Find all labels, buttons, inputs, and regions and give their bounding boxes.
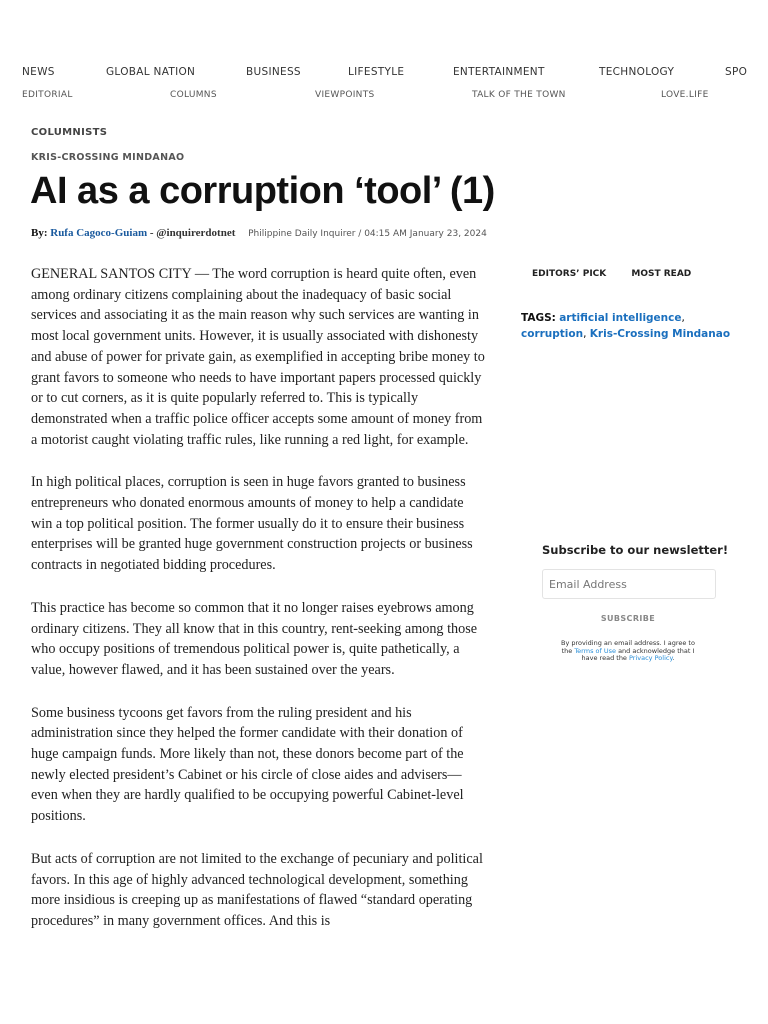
tag-link[interactable]: artificial intelligence [559,312,682,324]
nav-technology[interactable]: TECHNOLOGY [599,66,675,78]
nav-global-nation[interactable]: GLOBAL NATION [106,66,196,78]
tags-list: TAGS: artificial intelligence, corruption, Kris-Crossing Mindanao [521,312,731,340]
byline-separator: - [149,227,154,239]
disclaimer-text: By providing an email address. I agree to the [561,639,695,655]
email-field[interactable] [542,569,716,599]
tab-most-read[interactable]: MOST READ [631,269,692,279]
byline [31,227,487,239]
tab-editors-pick[interactable]: EDITORS’ PICK [532,269,607,279]
nav-news[interactable]: NEWS [22,66,55,78]
disclaimer-text: and acknowledge that I have read the [581,646,695,662]
nav-sports[interactable]: SPO [725,66,748,78]
subnav-viewpoints[interactable]: VIEWPOINTS [315,90,375,100]
article-paragraph: In high political places, corruption is seen in huge favors granted to business entrepreneurs who donated enormous amounts of money to help a candidate win a top political position. The former usually do it to ensure their business enterprises will be granted huge government construction projects or business contracts in negotiated bidding procedures. [31,474,473,574]
article-paragraph: This practice has become so common that it no longer raises eyebrows among ordinary citizens. They all know that in this country, rent-seeking among those who occupy positions of tremendous political power is, quite pathetically, a value, however flawed, and it has been sustained over the years. [31,599,478,678]
author-handle[interactable]: @inquirerdotnet [156,227,236,239]
main-nav [0,66,768,84]
subnav-columns[interactable]: COLUMNS [170,90,217,100]
article-paragraph: Some business tycoons get favors from the ruling president and his administration since they helped the former candidate with their donation of huge campaign funds. More likely than not, these donors become part of the newly elected president’s Cabinet or his circle of close aides and advisers—even when they are hardly qualified to be occupying powerful Cabinet-level positions. [31,704,464,825]
subnav-editorial[interactable]: EDITORIAL [22,90,73,100]
terms-of-use-link[interactable]: Terms of Use [574,646,616,655]
publish-meta: Philippine Daily Inquirer / 04:15 AM January 23, 2024 [248,229,487,239]
tag-link[interactable]: corruption [521,328,584,340]
column-label[interactable]: KRIS-CROSSING MINDANAO [31,152,185,163]
sub-nav [0,90,768,104]
section-label-columnists[interactable]: COLUMNISTS [31,127,108,138]
article-paragraph: But acts of corruption are not limited to the exchange of pecuniary and political favors. In this age of highly advanced technological development, something more insidious is creeping up as manifestations of flawed “standard operating procedures” in many government offices. And this is [31,850,483,929]
subscribe-button[interactable]: SUBSCRIBE [592,611,664,625]
newsletter-title: Subscribe to our newsletter! [542,543,729,557]
by-label: By: [31,227,48,239]
subnav-talk-of-the-town[interactable]: TALK OF THE TOWN [472,90,566,100]
nav-business[interactable]: BUSINESS [246,66,301,78]
tag-link[interactable]: Kris-Crossing Mindanao [589,328,731,340]
subnav-love-life[interactable]: LOVE.LIFE [661,90,709,100]
tags-label: TAGS: [521,312,556,324]
nav-lifestyle[interactable]: LIFESTYLE [348,66,405,78]
article-paragraph: GENERAL SANTOS CITY — The word corruption is heard quite often, even among ordinary citizens complaining about the inadequacy of basic social services and associating it as the main reason why such services are wanting in most local government units. However, it is usually associated with dishonesty and abuse of power for private gain, as exemplified in accepting bribe money to grant favors to someone who needs to have important papers processed quickly or to cut corners, as it is quite popularly referred to. This is typically demonstrated when a traffic police officer accepts some amount of money from a motorist caught violating traffic rules, like running a red light, for example. [31,266,485,448]
article-body [31,264,487,954]
sidebar-tabs [532,269,713,279]
newsletter-disclaimer [556,640,700,663]
privacy-policy-link[interactable]: Privacy Policy [629,654,673,662]
article-title: AI as a corruption ‘tool’ (1) [30,170,495,212]
disclaimer-text: . [672,654,675,662]
nav-entertainment[interactable]: ENTERTAINMENT [453,66,545,78]
author-link[interactable]: Rufa Cagoco-Guiam [50,227,148,239]
